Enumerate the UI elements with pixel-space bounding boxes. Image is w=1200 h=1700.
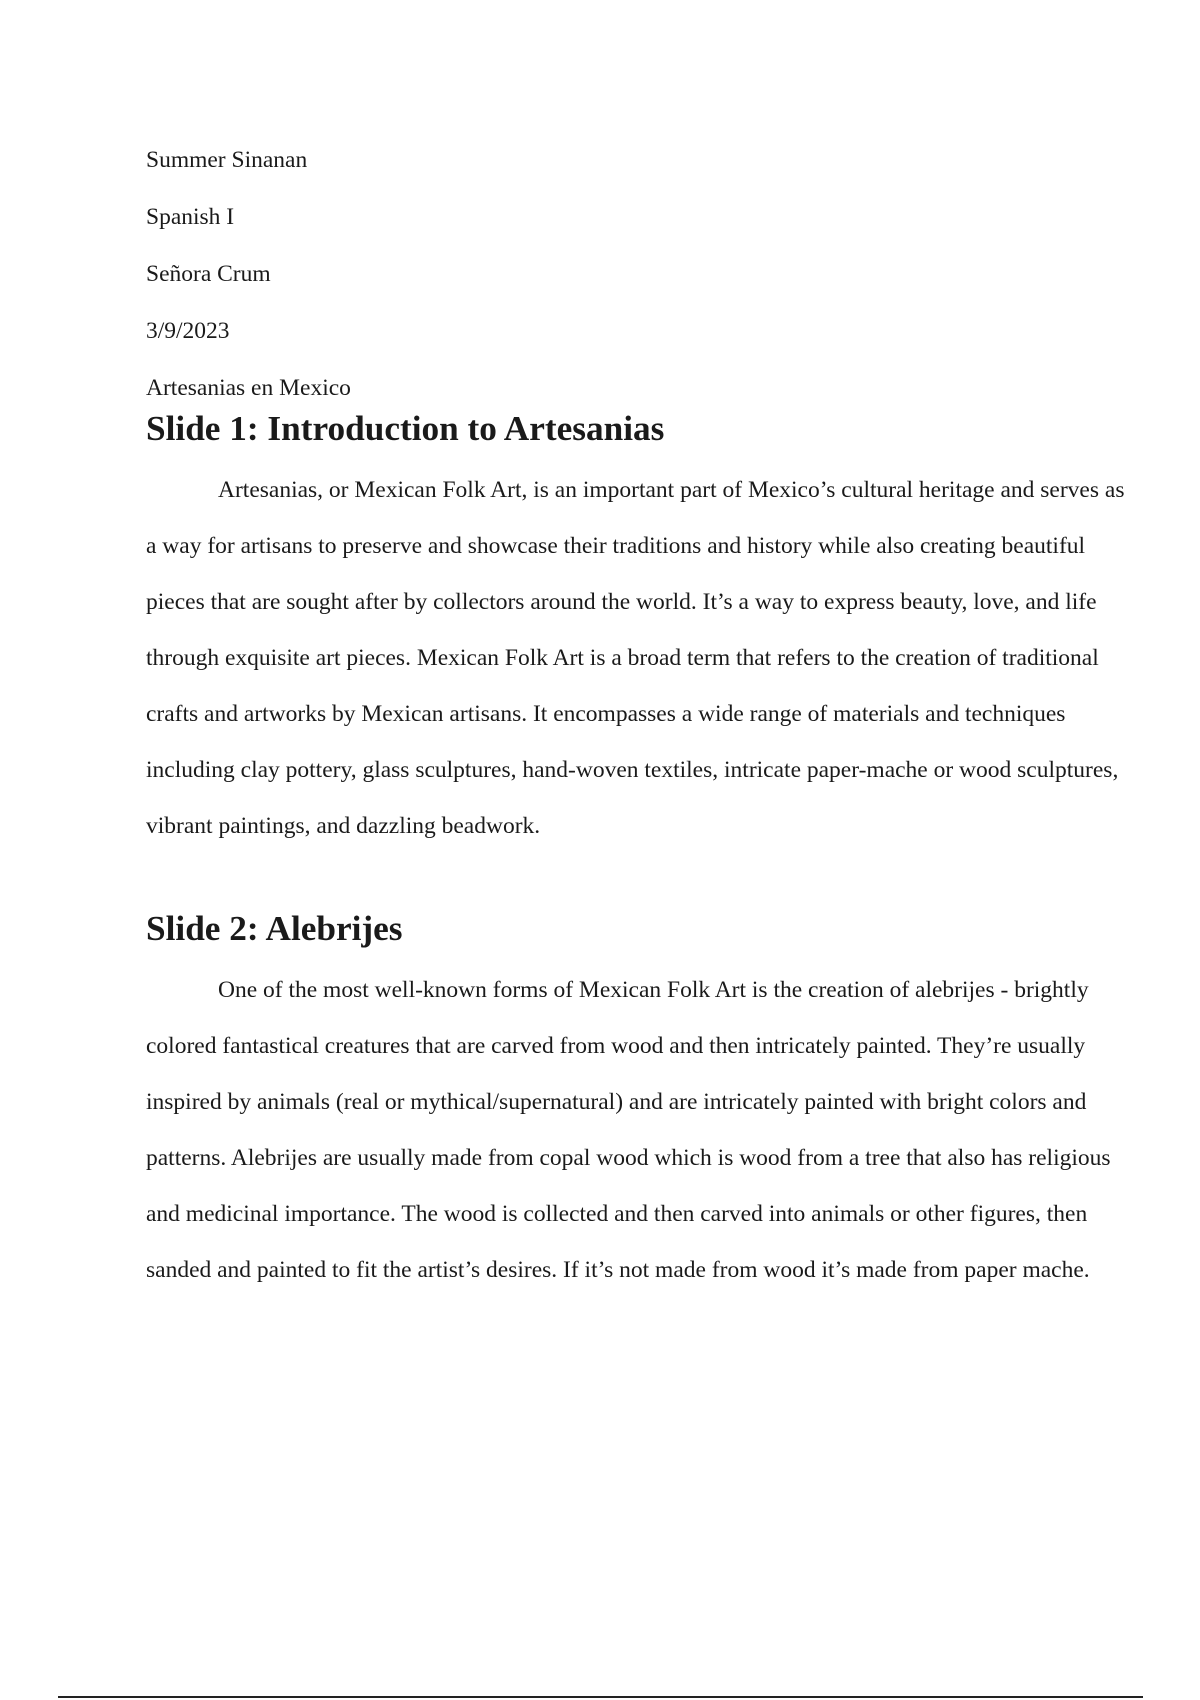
course-name: Spanish I <box>146 204 235 230</box>
slide-1-paragraph: Artesanias, or Mexican Folk Art, is an important part of Mexico’s cultural heritage and serves as a way for artisans to preserve and showcase their traditions and history while also creating beautiful pieces that are sought after by collectors around the world. It’s a way to express beauty, love, and life through exquisite art pieces. Mexican Folk Art is a broad term that refers to the creation of traditional crafts and artworks by Mexican artisans. It encompasses a wide range of materials and techniques including clay pottery, glass sculptures, hand-woven textiles, intricate paper-mache or wood sculptures, vibrant paintings, and dazzling beadwork. <box>146 477 1125 839</box>
slide-2-paragraph: One of the most well-known forms of Mexican Folk Art is the creation of alebrijes - brightly colored fantastical creatures that are carved from wood and then intricately painted. They’re usually inspired by animals (real or mythical/supernatural) and are intricately painted with bright colors and patterns. Alebrijes are usually made from copal wood which is wood from a tree that also has religious and medicinal importance. The wood is collected and then carved into animals or other figures, then sanded and painted to fit the artist’s desires. If it’s not made from wood it’s made from paper mache. <box>146 977 1111 1283</box>
page-bottom-rule <box>58 1696 1143 1698</box>
slide-2-heading: Slide 2: Alebrijes <box>146 909 403 948</box>
document-title: Artesanias en Mexico <box>146 375 351 401</box>
teacher-name: Señora Crum <box>146 261 271 287</box>
document-body <box>146 140 1136 1298</box>
document-date: 3/9/2023 <box>146 318 230 344</box>
student-name: Summer Sinanan <box>146 147 308 173</box>
slide-1-heading: Slide 1: Introduction to Artesanias <box>146 409 665 448</box>
section-spacer <box>146 854 1136 912</box>
